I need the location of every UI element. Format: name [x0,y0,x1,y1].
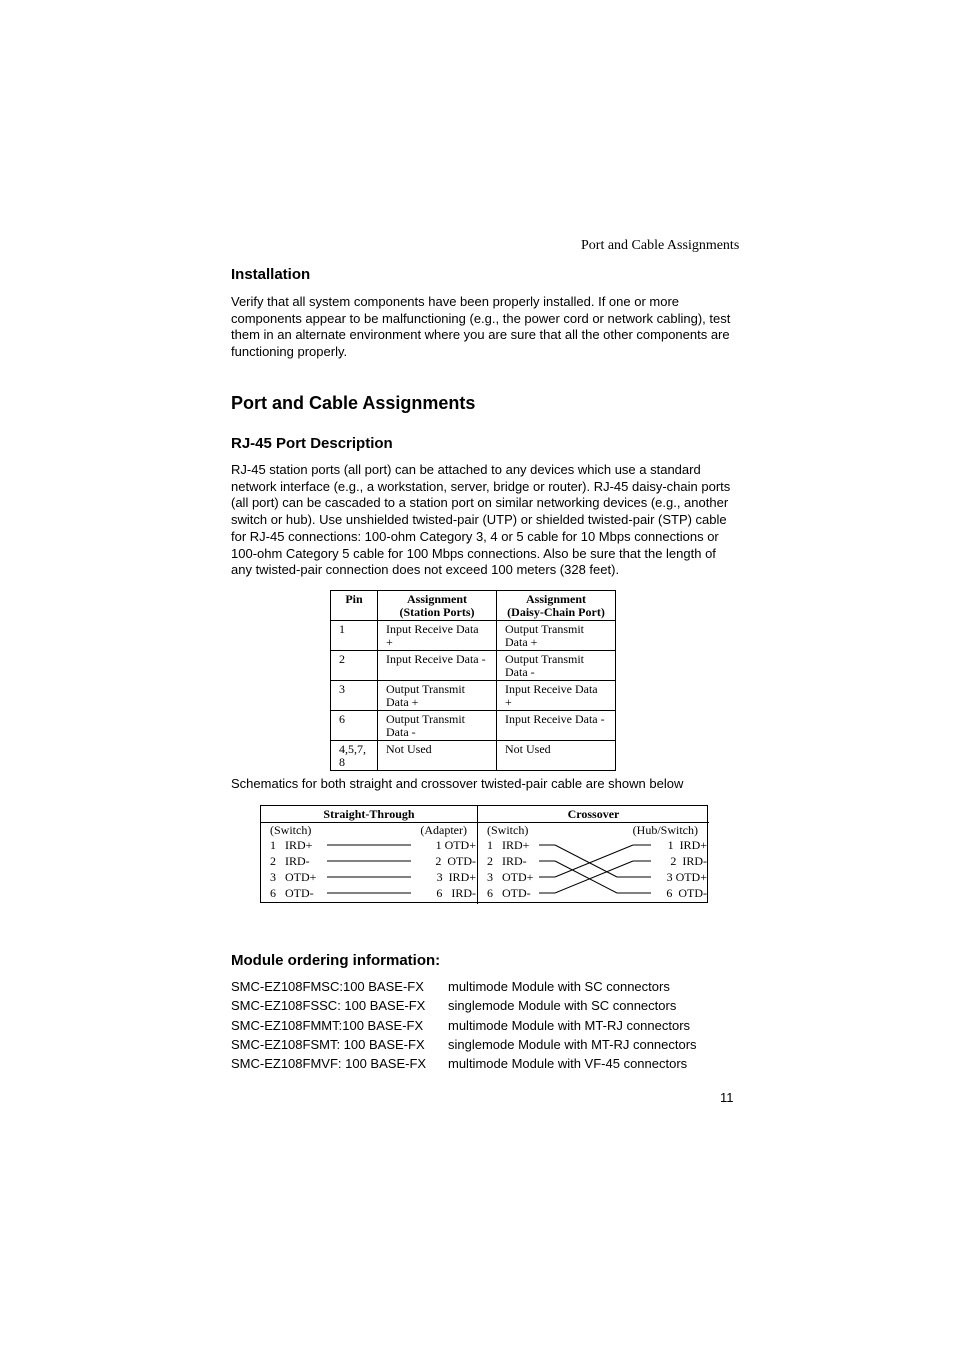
crossover-title: Crossover [567,807,620,821]
crossover-right-pin: 6 OTD- [666,886,707,900]
running-header: Port and Cable Assignments [581,238,740,253]
daisy-cell: Output Transmit Data + [497,621,616,651]
daisy-header-line1: Assignment [525,592,586,606]
rj45-heading: RJ-45 Port Description [231,435,393,452]
daisy-header-line2: (Daisy-Chain Port) [507,604,605,619]
pin-assignment-table [330,590,616,771]
crossover-right-label: (Hub/Switch) [632,823,698,837]
daisy-cell: Input Receive Data + [497,681,616,711]
crossover-left-pin: 2 IRD- [487,854,527,868]
straight-right-pin: 3 IRD+ [436,870,476,884]
crossover-wire-2-cross [555,861,617,893]
module-description: singlemode Module with SC connectors [448,998,677,1013]
crossover-left-pin: 6 OTD- [487,886,531,900]
crossover-wire-3-cross [555,845,633,877]
pin-cell: 6 [331,711,378,741]
page-number: 11 [720,1090,734,1105]
station-cell: Input Receive Data + [378,621,497,651]
module-code: SMC-EZ108FMVF: 100 BASE-FX [231,1056,427,1071]
schematics-caption: Schematics for both straight and crossover twisted-pair cable are shown below [231,776,684,791]
pin-cell: 1 [331,621,378,651]
module-code: SMC-EZ108FMMT:100 BASE-FX [231,1018,424,1033]
module-description: multimode Module with SC connectors [448,979,670,994]
crossover-left-pin: 1 IRD+ [487,838,530,852]
installation-paragraph: Verify that all system components have been properly installed. If one or more components appear to be malfunctioning (e.g., the power cord or network cabling), test them in an alternate environment where you are sure that all the other components are functioning properly. [231,294,731,360]
straight-right-pin: 6 IRD- [436,886,476,900]
table-row [331,651,616,681]
pin-column-header: Pin [331,591,378,621]
station-header-line2: (Station Ports) [399,604,475,619]
pin-cell: 3 [331,681,378,711]
straight-left-pin: 3 OTD+ [270,870,317,884]
module-code: SMC-EZ108FSMT: 100 BASE-FX [231,1037,425,1052]
crossover-left-label: (Switch) [487,823,529,837]
crossover-right-pin: 1 IRD+ [667,838,707,852]
station-cell: Input Receive Data - [378,651,497,681]
crossover-right-pin: 2 IRD- [670,854,707,868]
wire-lines [261,806,709,904]
crossover-wire-1-cross [555,845,617,877]
module-description: multimode Module with VF-45 connectors [448,1056,688,1071]
table-row [331,681,616,711]
straight-left-pin: 1 IRD+ [270,838,313,852]
table-row [331,741,616,771]
daisy-cell: Output Transmit Data - [497,651,616,681]
rj45-paragraph: RJ-45 station ports (all port) can be attached to any devices which use a standard network interface (e.g., a workstation, server, bridge or router). RJ-45 daisy-chain ports (all port) can be cascaded to a station port on similar networking devices (e.g., another switch or hub). Use unshielded twisted-pair (UTP) or shielded twisted-pair (STP) cable for RJ-45 connections: 100-ohm Category 3, 4 or 5 cable for 10 Mbps connections or 100-ohm Category 5 cable for 100 Mbps connections. Also be sure that the length of any twisted-pair connection does not exceed 100 meters (328 feet). [231,462,731,578]
daisy-cell: Not Used [497,741,616,771]
module-description: multimode Module with MT-RJ connectors [448,1018,691,1033]
daisy-cell: Input Receive Data - [497,711,616,741]
section-title: Port and Cable Assignments [231,393,476,413]
straight-left-pin: 2 IRD- [270,854,310,868]
module-code: SMC-EZ108FMSC:100 BASE-FX [231,979,424,994]
crossover-right-pin: 3 OTD+ [666,870,707,884]
station-column-header [378,591,497,621]
cable-wiring-diagram [260,805,708,903]
straight-through-title: Straight-Through [323,807,415,821]
straight-right-pin: 2 OTD- [435,854,476,868]
station-header-line1: Assignment [406,592,467,606]
installation-heading: Installation [231,266,311,283]
station-cell: Output Transmit Data - [378,711,497,741]
crossover-left-pin: 3 OTD+ [487,870,534,884]
module-code: SMC-EZ108FSSC: 100 BASE-FX [231,998,426,1013]
station-cell: Not Used [378,741,497,771]
module-description: singlemode Module with MT-RJ connectors [448,1037,697,1052]
table-row [331,621,616,651]
straight-left-label: (Switch) [270,823,312,837]
pin-cell: 4,5,7, 8 [331,741,378,771]
straight-right-label: (Adapter) [420,823,467,837]
station-cell: Output Transmit Data + [378,681,497,711]
daisy-column-header [497,591,616,621]
straight-right-pin: 1 OTD+ [435,838,476,852]
table-header-row [331,591,616,621]
table-row [331,711,616,741]
straight-left-pin: 6 OTD- [270,886,314,900]
module-ordering-heading: Module ordering information: [231,952,441,969]
pin-cell: 2 [331,651,378,681]
